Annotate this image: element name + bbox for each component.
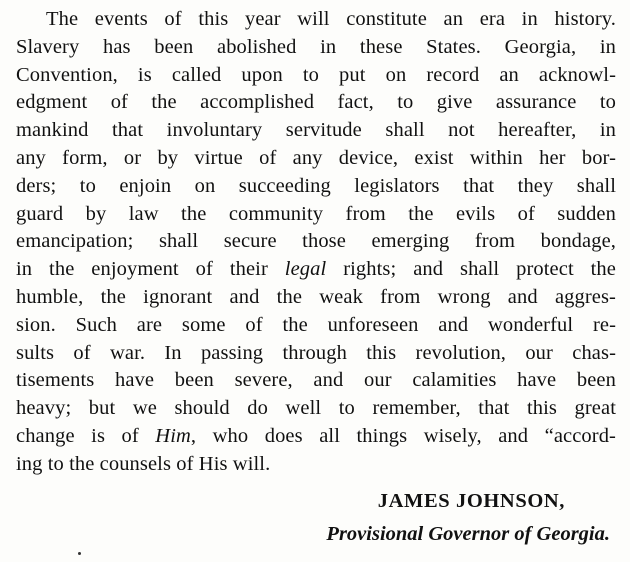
text-line: sion. Such are some of the unforeseen and wonderful re-: [16, 313, 616, 336]
text-line: Slavery has been abolished in these States. Georgia, in: [16, 35, 616, 58]
text-line: [16, 423, 616, 451]
text-line: ders; to enjoin on succeeding legislators that they shall: [16, 174, 616, 197]
proclamation-paragraph: [16, 6, 616, 479]
text-fragment: , who does all things wisely, and “accord-: [190, 424, 616, 447]
text-line: The events of this year will constitute an era in history.: [46, 8, 616, 30]
text-line: heavy; but we should do well to remember, that this great: [16, 397, 616, 420]
italic-word: legal: [284, 258, 327, 281]
italic-word: Him: [155, 424, 191, 447]
text-line: Convention, is called upon to put on record an acknowl-: [16, 63, 616, 86]
text-line: humble, the ignorant and the weak from wrong and aggres-: [16, 285, 616, 308]
signatory-name: JAMES JOHNSON,: [377, 490, 565, 512]
text-line: edgment of the accomplished fact, to give assurance to: [16, 91, 616, 114]
text-line: mankind that involuntary servitude shall not hereafter, in: [16, 119, 616, 142]
text-line: tisements have been severe, and our calamities have been: [16, 369, 616, 392]
text-fragment: change is of: [16, 424, 139, 447]
text-line: ing to the counsels of His will.: [16, 452, 271, 475]
text-line: any form, or by virtue of any device, exist within her bor-: [16, 146, 616, 169]
text-line: guard by law the community from the evils of sudden: [16, 202, 616, 225]
text-line: sults of war. In passing through this revolution, our chas-: [16, 341, 616, 364]
text-fragment: in the enjoyment of their: [16, 258, 268, 281]
text-fragment: rights; and shall protect the: [343, 258, 616, 281]
signatory-title: Provisional Governor of Georgia.: [326, 523, 610, 545]
text-line: emancipation; shall secure those emerging from bondage,: [16, 230, 616, 253]
text-line: [16, 256, 616, 284]
print-speck: [78, 552, 81, 555]
